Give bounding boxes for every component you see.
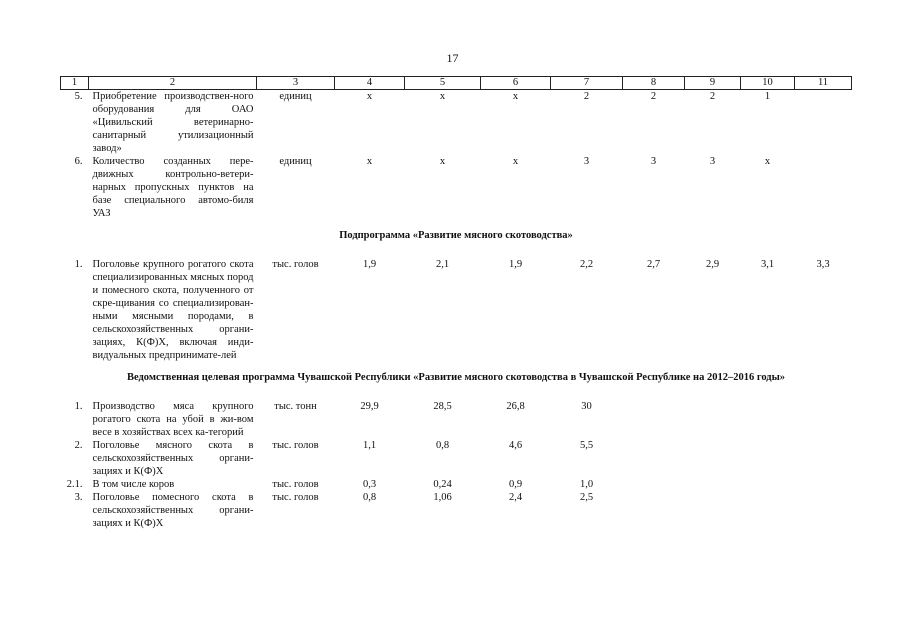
table-row [61, 155, 852, 220]
column-header: 3 [257, 77, 335, 90]
column-header: 8 [623, 77, 685, 90]
row-number: 2.1. [66, 479, 83, 490]
indicator-name: Количество созданных пере-движных контрольно-ветери-нарных пропускных пунктов на базе специального автомо-биля УАЗ [92, 156, 254, 219]
value-cell: 2,2 [579, 259, 594, 270]
indicator-name: Поголовье помесного скота в сельскохозяйственных органи-зациях и К(Ф)Х [92, 492, 254, 529]
value-cell [685, 491, 741, 530]
value-cell: 0,9 [508, 479, 523, 490]
section-heading-subprogram [61, 220, 852, 258]
table-row [61, 439, 852, 478]
value-cell: 3 [650, 156, 657, 167]
row-number: 1. [74, 259, 83, 270]
unit-cell: единиц [279, 156, 312, 167]
value-cell: 2,1 [435, 259, 450, 270]
indicator-name: Приобретение производствен-ного оборудования для ОАО «Цивильский ветеринарно-санитарный утилизационный завод» [92, 91, 254, 154]
indicator-name: Поголовье мясного скота в сельскохозяйственных органи-зациях и К(Ф)Х [92, 440, 254, 477]
indicators-table [60, 76, 852, 530]
value-cell [623, 439, 685, 478]
value-cell: 0,3 [362, 479, 377, 490]
value-cell [685, 478, 741, 491]
column-header: 11 [795, 77, 852, 90]
value-cell: 28,5 [433, 401, 452, 412]
value-cell: 1,9 [508, 259, 523, 270]
column-header: 4 [335, 77, 405, 90]
value-cell [623, 478, 685, 491]
unit-cell: единиц [279, 91, 312, 102]
value-cell: 2,4 [508, 492, 523, 503]
value-cell: 2 [650, 91, 657, 102]
value-cell [623, 400, 685, 439]
value-cell [685, 400, 741, 439]
value-cell: x [366, 91, 373, 102]
value-cell: 1,06 [433, 492, 452, 503]
table-row [61, 491, 852, 530]
section-heading-target-program [61, 362, 852, 400]
indicator-name: Поголовье крупного рогатого скота специализированных мясных пород и помесного скота, полученного от скре-щивания со специализирован-ными мясными породами, в сельскохозяйственных органи-зациях, К(Ф)Х, включая инди-видуальных предпринимате-лей [92, 259, 254, 361]
unit-cell: тыс. голов [272, 492, 319, 503]
row-number: 1. [74, 401, 83, 412]
value-cell: x [366, 156, 373, 167]
column-header: 2 [89, 77, 257, 90]
row-number: 6. [74, 156, 83, 167]
column-header: 1 [61, 77, 89, 90]
column-header: 5 [405, 77, 481, 90]
value-cell: x [512, 156, 519, 167]
value-cell [795, 90, 852, 156]
value-cell: 5,5 [579, 440, 594, 451]
unit-cell: тыс. голов [272, 259, 319, 270]
table-row [61, 258, 852, 362]
column-header: 10 [741, 77, 795, 90]
value-cell [795, 439, 852, 478]
value-cell: x [764, 156, 771, 167]
value-cell [685, 439, 741, 478]
value-cell: 1 [764, 91, 771, 102]
value-cell: 3 [583, 156, 590, 167]
value-cell: 4,6 [508, 440, 523, 451]
page-number: 17 [446, 51, 459, 65]
table-body [61, 77, 852, 531]
table-row [61, 478, 852, 491]
value-cell [795, 491, 852, 530]
value-cell [795, 155, 852, 220]
value-cell: 2 [583, 91, 590, 102]
value-cell: 3,3 [816, 259, 830, 270]
value-cell: 30 [581, 401, 592, 412]
table-row [61, 400, 852, 439]
column-header: 7 [551, 77, 623, 90]
unit-cell: тыс. тонн [274, 401, 317, 412]
value-cell: 2,7 [646, 259, 661, 270]
value-cell: 2,9 [705, 259, 720, 270]
column-header: 9 [685, 77, 741, 90]
indicator-name: Производство мяса крупного рогатого скота на убой в жи-вом весе в хозяйствах всех ка-тегорий [92, 401, 254, 438]
value-cell: 0,24 [433, 479, 452, 490]
value-cell [741, 491, 795, 530]
value-cell [741, 478, 795, 491]
value-cell [741, 439, 795, 478]
value-cell: 1,0 [579, 479, 594, 490]
value-cell: x [439, 156, 446, 167]
value-cell [741, 400, 795, 439]
value-cell: x [439, 91, 446, 102]
value-cell: 3 [709, 156, 716, 167]
row-number: 3. [74, 492, 83, 503]
table-row [61, 90, 852, 156]
value-cell: 0,8 [435, 440, 450, 451]
unit-cell: тыс. голов [272, 479, 319, 490]
row-number: 2. [74, 440, 83, 451]
value-cell: x [512, 91, 519, 102]
value-cell: 29,9 [360, 401, 379, 412]
column-header: 6 [481, 77, 551, 90]
value-cell: 2 [709, 91, 716, 102]
value-cell: 2,5 [579, 492, 594, 503]
value-cell: 26,8 [506, 401, 525, 412]
value-cell: 1,1 [362, 440, 377, 451]
unit-cell: тыс. голов [272, 440, 319, 451]
indicator-name: В том числе коров [92, 479, 175, 490]
value-cell: 0,8 [362, 492, 377, 503]
section-title: Подпрограмма «Развитие мясного скотоводства» [339, 230, 573, 241]
row-number: 5. [74, 91, 83, 102]
value-cell [623, 491, 685, 530]
value-cell: 3,1 [760, 259, 775, 270]
section-title: Ведомственная целевая программа Чувашской Республики «Развитие мясного скотоводства в Чувашской Республике на 2012–2016 годы» [126, 372, 786, 383]
value-cell [795, 400, 852, 439]
column-number-row [61, 77, 852, 90]
value-cell: 1,9 [362, 259, 377, 270]
value-cell [795, 478, 852, 491]
